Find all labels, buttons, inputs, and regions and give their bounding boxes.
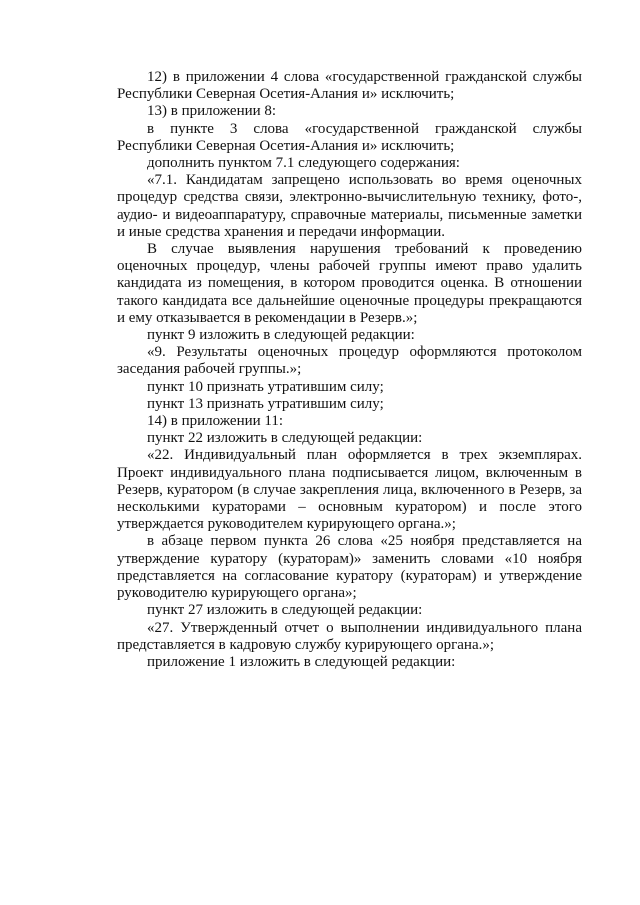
paragraph-item-13-header: 13) в приложении 8: — [147, 103, 277, 120]
paragraph-point-26: в абзаце первом пункта 26 слова «25 ноября представляется на утверждение куратору (кураторам)» заменить словами «10 ноября представляется на согласование куратору (кураторам) и утверждение руководителю курирующего органа»; — [117, 533, 582, 602]
paragraph-point-9-intro: пункт 9 изложить в следующей редакции: — [147, 327, 415, 344]
paragraph-add-7-1: дополнить пунктом 7.1 следующего содержания: — [147, 155, 460, 172]
paragraph-point-13: пункт 13 признать утратившим силу; — [147, 395, 384, 412]
paragraph-point-22-intro: пункт 22 изложить в следующей редакции: — [147, 430, 423, 447]
paragraph-quote-27: «27. Утвержденный отчет о выполнении индивидуального плана представляется в кадровую службу курирующего органа.»; — [117, 619, 582, 653]
document-body — [117, 69, 582, 671]
paragraph-appendix-1: приложение 1 изложить в следующей редакции: — [147, 653, 456, 670]
paragraph-quote-9: «9. Результаты оценочных процедур оформляются протоколом заседания рабочей группы.»; — [117, 344, 582, 378]
paragraph-point-10: пункт 10 признать утратившим силу; — [147, 378, 384, 395]
paragraph-item-12: 12) в приложении 4 слова «государственной гражданской службы Республики Северная Осетия-Алания и» исключить; — [117, 69, 582, 103]
paragraph-item-14-header: 14) в приложении 11: — [147, 413, 284, 430]
paragraph-point-3: в пункте 3 слова «государственной гражданской службы Республики Северная Осетия-Алания и» исключить; — [117, 120, 582, 154]
paragraph-point-27-intro: пункт 27 изложить в следующей редакции: — [147, 602, 423, 619]
paragraph-violation: В случае выявления нарушения требований к проведению оценочных процедур, члены рабочей группы имеют право удалить кандидата из помещения, в котором проводится оценка. В отношении такого кандидата все дальнейшие оценочные процедуры прекращаются и ему отказывается в рекомендации в Резерв.»; — [117, 241, 582, 326]
paragraph-quote-22: «22. Индивидуальный план оформляется в трех экземплярах. Проект индивидуального плана подписывается лицом, включенным в Резерв, куратором (в случае закрепления лица, включенного в Резерв, за несколькими кураторами – основным куратором) и после этого утверждается руководителем курирующего органа.»; — [117, 447, 582, 533]
paragraph-quote-7-1: «7.1. Кандидатам запрещено использовать во время оценочных процедур средства связи, электронно-вычислительную технику, фото-, аудио- и видеоаппаратуру, справочные материалы, письменные заметки и иные средства хранения и передачи информации. — [117, 172, 582, 240]
